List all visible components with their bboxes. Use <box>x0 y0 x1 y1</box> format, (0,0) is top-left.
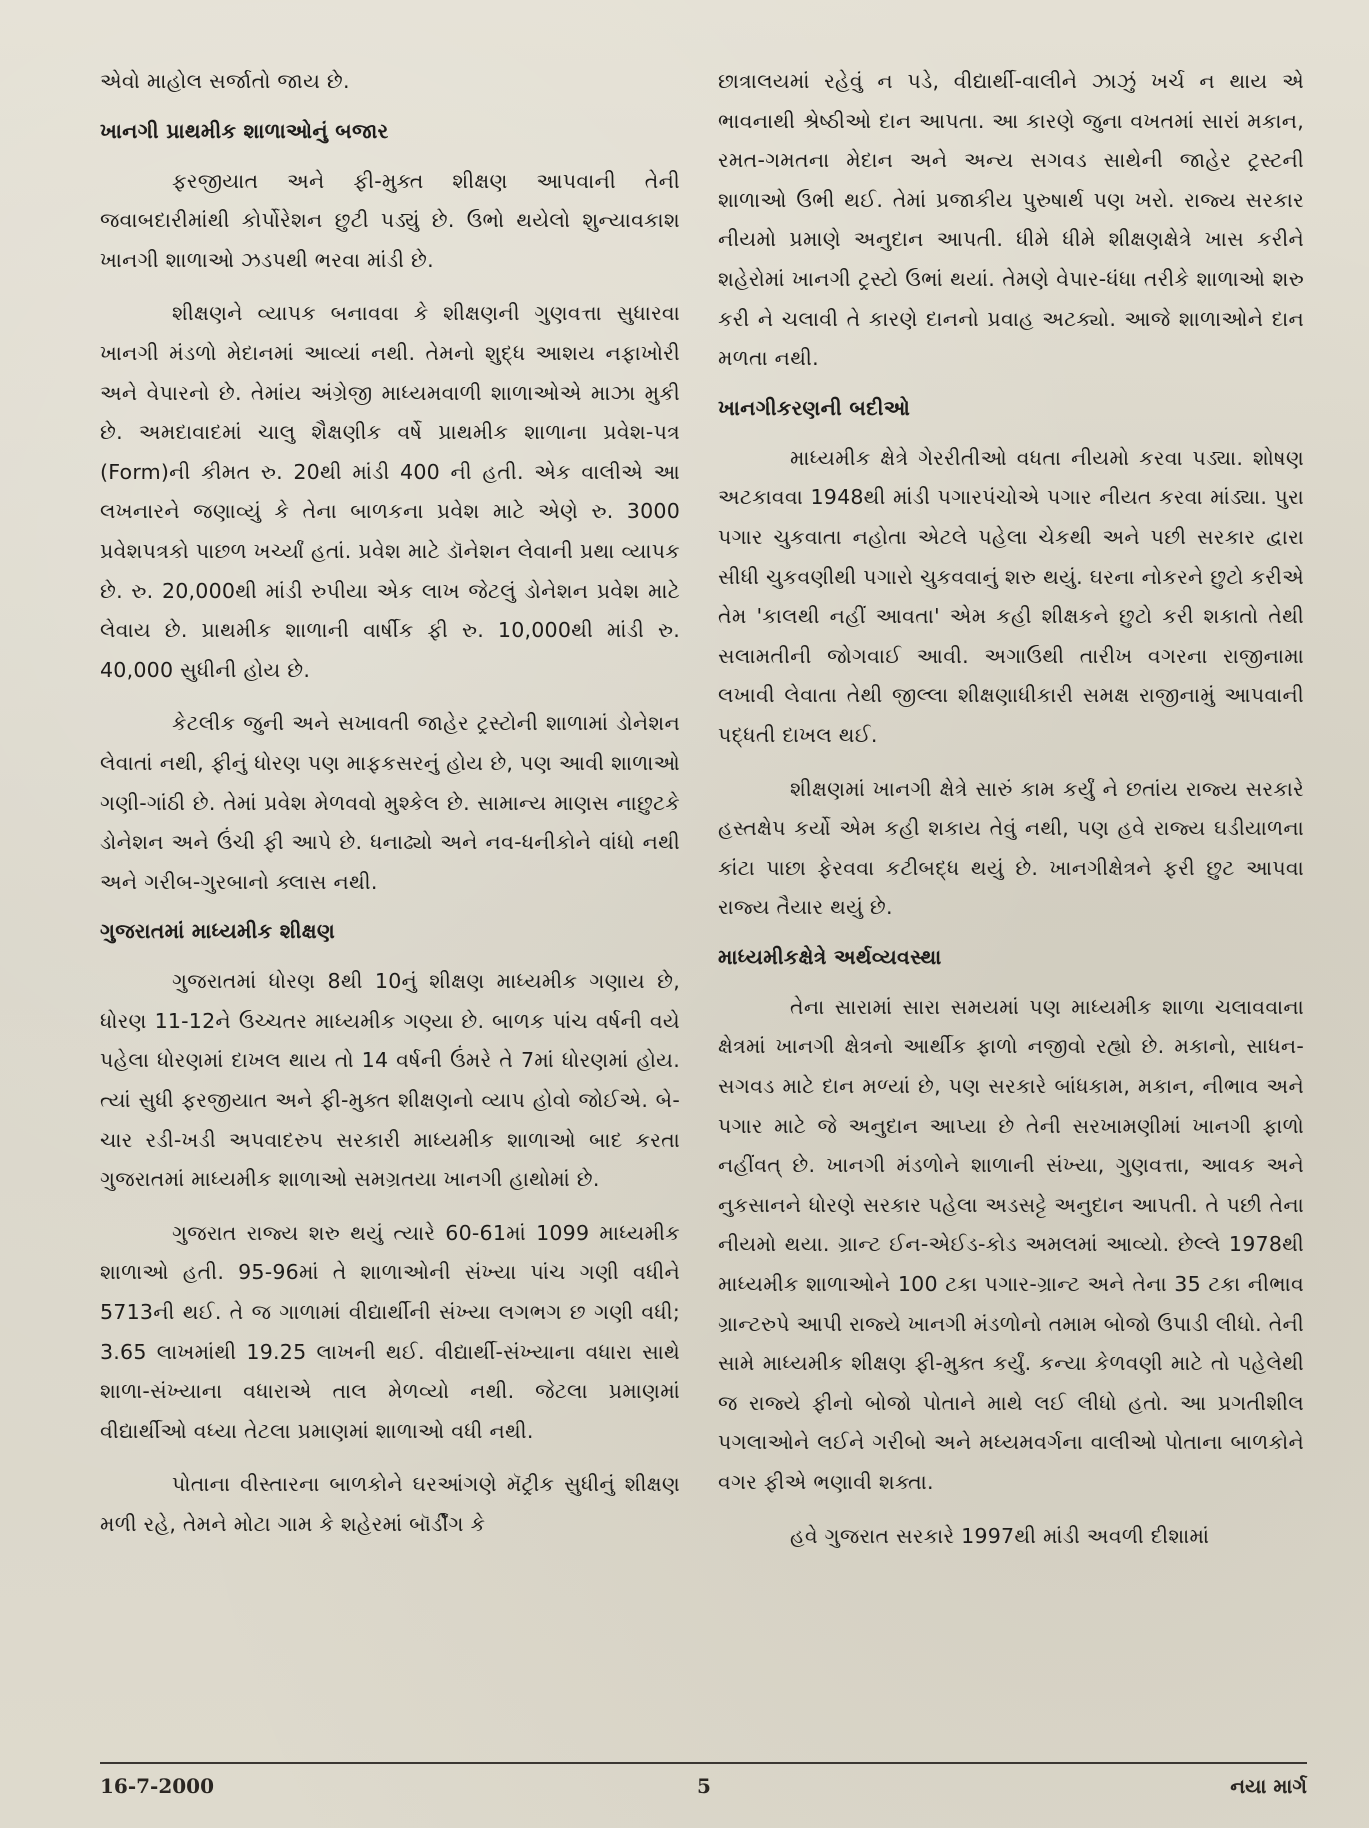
paragraph: ફરજીયાત અને ફી-મુક્ત શીક્ષણ આપવાની તેની જવાબદારીમાંથી કોર્પોરેશન છુટી પડ્યું છે. ઉભો થયેલો શુન્યાવકાશ ખાનગી શાળાઓ ઝડપથી ભરવા માંડી છે. <box>100 168 680 272</box>
publication-name: નયા માર્ગ <box>1230 1774 1307 1798</box>
footer-divider <box>100 1762 1307 1764</box>
right-column <box>718 62 1304 1556</box>
carryover-text: એવો માહોલ સર્જાતો જાય છે. <box>100 69 350 93</box>
paragraph: હવે ગુજરાત સરકારે 1997થી માંડી અવળી દીશામાં <box>790 1523 1210 1548</box>
paragraph: ગુજરાત રાજ્ય શરુ થયું ત્યારે 60-61માં 1099 માધ્યમીક શાળાઓ હતી. 95-96માં તે શાળાઓની સંખ્યા પાંચ ગણી વધીને 5713ની થઈ. તે જ ગાળામાં વીદ્યાર્થીની સંખ્યા લગભગ છ ગણી વધી; 3.65 લાખમાંથી 19.25 લાખની થઈ. વીદ્યાર્થી-સંખ્યાના વધારા સાથે શાળા-સંખ્યાના વધારાએ તાલ મેળવ્યો નથી. જેટલા પ્રમાણમાં વીદ્યાર્થીઓ વધ્યા તેટલા પ્રમાણમાં શાળાઓ વધી નથી. <box>100 1220 680 1443</box>
left-column <box>100 62 680 1545</box>
paragraph: માધ્યમીક ક્ષેત્રે ગેરરીતીઓ વધતા નીયમો કરવા પડ્યા. શોષણ અટકાવવા 1948થી માંડી પગારપંચોએ પગાર નીયત કરવા માંડ્યા. પુરા પગાર ચુકવાતા નહોતા એટલે પહેલા ચેકથી અને પછી સરકાર દ્વારા સીધી ચુકવણીથી પગારો ચુકવવાનું શરુ થયું. ઘરના નોકરને છુટો કરીએ તેમ 'કાલથી નહીં આવતા' એમ કહી શીક્ષકને છુટો કરી શકાતો તેથી સલામતીની જોગવાઈ આવી. અગાઉથી તારીખ વગરના રાજીનામા લખાવી લેવાતા તેથી જીલ્લા શીક્ષણાધીકારી સમક્ષ રાજીનામું આપવાની પદ્ધતી દાખલ થઈ. <box>718 445 1304 747</box>
section-heading-secondary-economy: માધ્યમીકક્ષેત્રે અર્થવ્યવસ્થા <box>718 944 942 969</box>
paragraph: પોતાના વીસ્તારના બાળકોને ઘરઆંગણે મૅટ્રીક સુધીનું શીક્ષણ મળી રહે, તેમને મોટા ગામ કે શહેરમાં બૉર્ડીંગ કે <box>100 1472 680 1536</box>
paragraph: કેટલીક જુની અને સખાવતી જાહેર ટ્રસ્ટોની શાળામાં ડોનેશન લેવાતાં નથી, ફીનું ધોરણ પણ માફકસરનું હોય છે, પણ આવી શાળાઓ ગણી-ગાંઠી છે. તેમાં પ્રવેશ મેળવવો મુશ્કેલ છે. સામાન્ય માણસ નાછુટકે ડોનેશન અને ઉંચી ફી આપે છે. ધનાઢ્યો અને નવ-ધનીકોને વાંધો નથી અને ગરીબ-ગુરબાનો ક્લાસ નથી. <box>100 711 680 894</box>
section-heading-private-primary-schools: ખાનગી પ્રાથમીક શાળાઓનું બજાર <box>100 118 389 143</box>
paragraph: શીક્ષણમાં ખાનગી ક્ષેત્રે સારું કામ કર્યું ને છતાંય રાજ્ય સરકારે હસ્તક્ષેપ કર્યો એમ કહી શકાય તેવું નથી, પણ હવે રાજ્ય ઘડીયાળના કાંટા પાછા ફેરવવા કટીબદ્ધ થયું છે. ખાનગીક્ષેત્રને ફરી છુટ આપવા રાજ્ય તૈયાર થયું છે. <box>718 776 1304 920</box>
section-heading-gujarat-secondary-education: ગુજરાતમાં માધ્યમીક શીક્ષણ <box>100 919 336 944</box>
paragraph: ગુજરાતમાં ધોરણ 8થી 10નું શીક્ષણ માધ્યમીક ગણાય છે, ધોરણ 11-12ને ઉચ્ચતર માધ્યમીક ગણ્યા છે. બાળક પાંચ વર્ષની વયે પહેલા ધોરણમાં દાખલ થાય તો 14 વર્ષની ઉંમરે તે 7માં ધોરણમાં હોય. ત્યાં સુધી ફરજીયાત અને ફી-મુક્ત શીક્ષણનો વ્યાપ હોવો જોઈએ. બે-ચાર રડી-ખડી અપવાદરુપ સરકારી માધ્યમીક શાળાઓ બાદ કરતા ગુજરાતમાં માધ્યમીક શાળાઓ સમગ્રતયા ખાનગી હાથોમાં છે. <box>100 969 680 1192</box>
paragraph: તેના સારામાં સારા સમયમાં પણ માધ્યમીક શાળા ચલાવવાના ક્ષેત્રમાં ખાનગી ક્ષેત્રનો આર્થીક ફાળો નજીવો રહ્યો છે. મકાનો, સાધન-સગવડ માટે દાન મળ્યાં છે, પણ સરકારે બાંધકામ, મકાન, નીભાવ અને પગાર માટે જે અનુદાન આપ્યા છે તેની સરખામણીમાં ખાનગી ફાળો નહીંવત્ છે. ખાનગી મંડળોને શાળાની સંખ્યા, ગુણવત્તા, આવક અને નુકસાનને ધોરણે સરકાર પહેલા અડસટ્ટે અનુદાન આપતી. તે પછી તેના નીયમો થયા. ગ્રાન્ટ ઈન-એઈડ-કોડ અમલમાં આવ્યો. છેલ્લે 1978થી માધ્યમીક શાળાઓને 100 ટકા પગાર-ગ્રાન્ટ અને તેના 35 ટકા નીભાવ ગ્રાન્ટરુપે આપી રાજ્યે ખાનગી મંડળોનો તમામ બોજો ઉપાડી લીધો. તેની સામે માધ્યમીક શીક્ષણ ફી-મુક્ત કર્યું. કન્યા કેળવણી માટે તો પહેલેથી જ રાજ્યે ફીનો બોજો પોતાને માથે લઈ લીધો હતો. આ પ્રગતીશીલ પગલાઓને લઈને ગરીબો અને મધ્યમવર્ગના વાલીઓ પોતાના બાળકોને વગર ફીએ ભણાવી શક્તા. <box>718 994 1304 1494</box>
page-number: 5 <box>697 1774 711 1798</box>
carryover-text: છાત્રાલયમાં રહેવું ન પડે, વીદ્યાર્થી-વાલીને ઝાઝું ખર્ચ ન થાય એ ભાવનાથી શ્રેષ્ઠીઓ દાન આપતા. આ કારણે જુના વખતમાં સારાં મકાન, રમત-ગમતના મેદાન અને અન્ય સગવડ સાથેની જાહેર ટ્રસ્ટની શાળાઓ ઉભી થઈ. તેમાં પ્રજાકીય પુરુષાર્થ પણ ખરો. રાજ્ય સરકાર નીયમો પ્રમાણે અનુદાન આપતી. ધીમે ધીમે શીક્ષણક્ષેત્રે ખાસ કરીને શહેરોમાં ખાનગી ટ્રસ્ટો ઉભાં થયાં. તેમણે વેપાર-ધંધા તરીકે શાળાઓ શરુ કરી ને ચલાવી તે કારણે દાનનો પ્રવાહ અટક્યો. આજે શાળાઓને દાન મળતા નથી. <box>718 69 1304 371</box>
footer-date: 16-7-2000 <box>100 1774 215 1798</box>
section-heading-privatization-evils: ખાનગીકરણની બદીઓ <box>718 395 911 420</box>
paragraph: શીક્ષણને વ્યાપક બનાવવા કે શીક્ષણની ગુણવત્તા સુધારવા ખાનગી મંડળો મેદાનમાં આવ્યાં નથી. તેમનો શુદ્ધ આશય નફાખોરી અને વેપારનો છે. તેમાંય અંગ્રેજી માધ્યમવાળી શાળાઓએ માઝા મુકી છે. અમદાવાદમાં ચાલુ શૈક્ષણીક વર્ષે પ્રાથમીક શાળાના પ્રવેશ-પત્ર (Form)ની કીમત રુ. 20થી માંડી 400 ની હતી. એક વાલીએ આ લખનારને જણાવ્યું કે તેના બાળકના પ્રવેશ માટે એણે રુ. 3000 પ્રવેશપત્રકો પાછળ ખર્ચ્યાં હતાં. પ્રવેશ માટે ડૉનેશન લેવાની પ્રથા વ્યાપક છે. રુ. 20,000થી માંડી રુપીયા એક લાખ જેટલું ડોનેશન પ્રવેશ માટે લેવાય છે. પ્રાથમીક શાળાની વાર્ષીક ફી રુ. 10,000થી માંડી રુ. 40,000 સુધીની હોય છે. <box>100 301 680 682</box>
